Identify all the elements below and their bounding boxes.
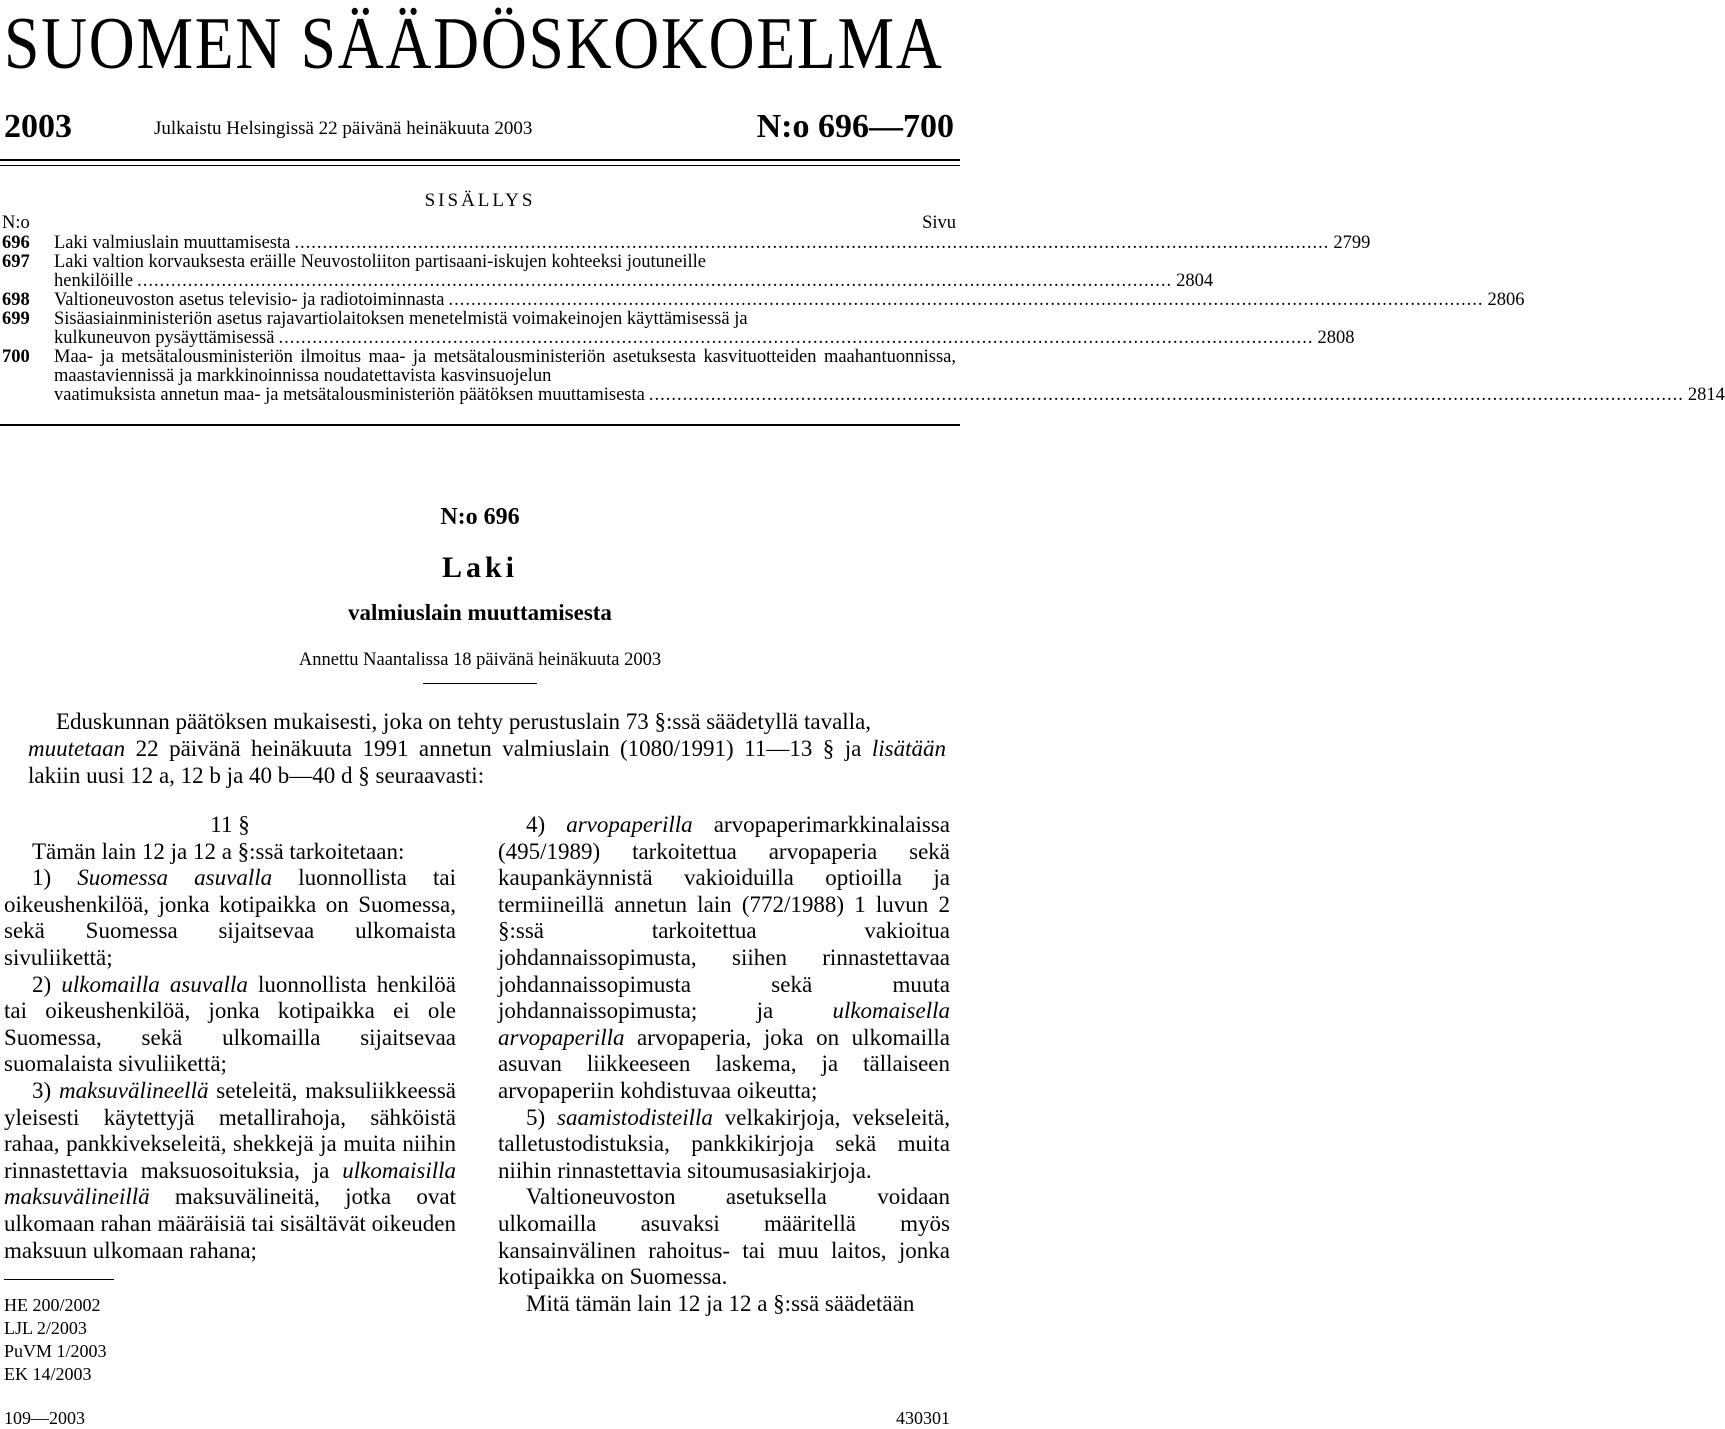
- toc-col-page: Sivu: [922, 213, 956, 233]
- section-heading: 11 §: [210, 812, 250, 837]
- definition-item: [4, 972, 456, 1078]
- item-number: 4): [526, 812, 567, 837]
- definition-text: arvopaperia, joka on ulkomailla asuvan liikkeeseen laskema, ja tällaiseen arvopaperiin kohdistuvaa oikeutta;: [498, 1024, 950, 1103]
- section-lead: Tämän lain 12 ja 12 a §:ssä tarkoitetaan:: [32, 838, 405, 864]
- toc-entry-title: Valtioneuvoston asetus televisio- ja radiotoiminnasta: [54, 290, 445, 310]
- toc-entry-page: 2804: [1176, 271, 1214, 291]
- item-number: 1): [32, 865, 78, 891]
- definition-text: arvopaperimarkkinalaissa (495/1989) tarkoitettua arvopaperia sekä kaupankäynnistä vakioiduilla optioilla ja termiineillä annetun lain (772/1988) 1 luvun 2 §:ssä tarkoitettua vakioitua johdannaissopimusta, siihen rinnastettavaa johdannaissopimusta sekä muuta johdannaissopimusta; ja: [498, 812, 950, 1024]
- footer-right-code: 430301: [896, 1408, 950, 1428]
- toc-entry[interactable]: [2, 347, 1725, 405]
- legislative-references: [4, 1294, 107, 1386]
- statute-given: Annettu Naantalissa 18 päivänä heinäkuuta 2003: [298, 650, 662, 670]
- definition-text: velkakirjoja, vekseleitä, talletustodistuksia, pankkikirjoja sekä muita niihin rinnastettavia sitoumusasiakirjoja.: [498, 1104, 950, 1183]
- toc-leader-dots: ........................................................................................................................................................................................: [648, 385, 1684, 405]
- definition-text: luonnollista henkilöä tai oikeushenkilöä, jonka kotipaikka ei ole Suomessa, sekä ulkomailla sijaitsevaa suomalaista sivuliikettä;: [4, 971, 456, 1077]
- toc-entry-title-end: kulkuneuvon pysäyttämisessä: [54, 328, 275, 348]
- toc-entry[interactable]: [2, 252, 1214, 291]
- reference-item: LJL 2/2003: [4, 1318, 87, 1338]
- toc-leader-dots: ........................................................................................................................................................................................: [448, 290, 1484, 310]
- defined-term: ulkomaisella arvopaperilla: [498, 998, 950, 1050]
- toc-entry-number: 698: [2, 290, 30, 310]
- definition-item: [498, 812, 950, 1105]
- toc-title: SISÄLLYS: [424, 190, 536, 211]
- preamble-term: muutetaan: [28, 736, 126, 761]
- item-number: 3): [32, 1077, 59, 1103]
- toc-entry-number: 696: [2, 233, 30, 253]
- preamble-text: 22 päivänä heinäkuuta 1991 annetun valmiuslain (1080/1991) 11—13 § ja: [125, 736, 872, 761]
- toc-rule: [0, 424, 960, 426]
- definition-text: maksuvälineitä, jotka ovat ulkomaan rahan määräisiä tai sisältävät oikeuden maksuun ulkomaan rahana;: [4, 1184, 456, 1263]
- preamble-text: Eduskunnan päätöksen mukaisesti, joka on tehty perustuslain 73 §:ssä säädetyllä tavalla,: [56, 709, 872, 734]
- toc-entry-number: 697: [2, 252, 30, 272]
- publication-date: Julkaistu Helsingissä 22 päivänä heinäkuuta 2003: [154, 118, 533, 139]
- left-column: [4, 812, 456, 1264]
- toc-leader-dots: ........................................................................................................................................................................................: [137, 271, 1173, 291]
- defined-term: ulkomaisilla maksuvälineillä: [4, 1157, 456, 1210]
- item-number: 2): [32, 971, 62, 997]
- masthead-rule-bottom: [0, 165, 960, 166]
- footer-left-code: 109—2003: [4, 1408, 85, 1428]
- reference-item: PuVM 1/2003: [4, 1341, 107, 1361]
- toc-entry-page: 2799: [1333, 233, 1371, 253]
- preamble: [28, 708, 946, 789]
- masthead-year: 2003: [4, 108, 72, 145]
- preamble-term: lisätään: [871, 736, 946, 761]
- toc-entry-title-end: vaatimuksista annetun maa- ja metsätalousministeriön päätöksen muuttamisesta: [54, 385, 645, 405]
- statute-kind: Laki: [441, 551, 519, 584]
- toc-entry[interactable]: [2, 233, 1371, 253]
- defined-term: ulkomailla asuvalla: [61, 971, 248, 997]
- right-column: [498, 812, 950, 1317]
- definition-item: [4, 1078, 456, 1264]
- toc-entry[interactable]: [2, 309, 1355, 348]
- masthead-subline: [4, 108, 954, 148]
- defined-term: maksuvälineellä: [59, 1077, 209, 1103]
- toc-leader-dots: ........................................................................................................................................................................................: [278, 328, 1314, 348]
- toc-entry-number: 700: [2, 347, 30, 367]
- toc-leader-dots: ........................................................................................................................................................................................: [294, 233, 1330, 253]
- masthead-rule-top: [0, 159, 960, 161]
- item-number: 5): [526, 1104, 558, 1130]
- preamble-text: lakiin uusi 12 a, 12 b ja 40 b—40 d § seuraavasti:: [28, 763, 485, 788]
- defined-term: saamistodisteilla: [557, 1104, 713, 1130]
- toc-entry-page: 2814: [1687, 385, 1725, 405]
- body-paragraph: Mitä tämän lain 12 ja 12 a §:ssä säädetään: [526, 1290, 915, 1316]
- body-paragraph: Valtioneuvoston asetuksella voidaan ulkomailla asuvaksi määritellä myös kansainvälinen rahoitus- tai muu laitos, jonka kotipaikka on Suomessa.: [498, 1184, 950, 1290]
- toc-entry-title: Laki valmiuslain muuttamisesta: [54, 233, 291, 253]
- defined-term: arvopaperilla: [566, 812, 693, 837]
- definition-item: [4, 865, 456, 971]
- toc-col-number: N:o: [2, 213, 30, 233]
- reference-item: HE 200/2002: [4, 1295, 101, 1315]
- toc-entry-title-end: henkilöille: [54, 271, 134, 291]
- toc-entry-number: 699: [2, 309, 30, 329]
- masthead-title: SUOMEN SÄÄDÖSKOKOELMA: [4, 3, 944, 85]
- toc-entry[interactable]: [2, 290, 1525, 310]
- defined-term: Suomessa asuvalla: [77, 865, 273, 891]
- definition-item: [498, 1105, 950, 1185]
- toc-entry-title: Sisäasiainministeriön asetus rajavartiolaitoksen menetelmistä voimakeinojen käyttämisessä ja: [54, 309, 748, 329]
- toc-entry-title: Maa- ja metsätalousministeriön ilmoitus maa- ja metsätalousministeriön asetuksesta kasvituotteiden maahantuonnissa, maastaviennissä ja markkinoinnissa noudatettavista kasvinsuojelun: [54, 347, 956, 386]
- table-of-contents: [2, 213, 1725, 405]
- toc-entry-page: 2808: [1317, 328, 1355, 348]
- reference-item: EK 14/2003: [4, 1364, 92, 1384]
- statute-range: N:o 696—700: [756, 108, 954, 145]
- separator-rule: [423, 683, 537, 684]
- definition-text: luonnollista tai oikeushenkilöä, jonka kotipaikka on Suomessa, sekä Suomessa sijaitsevaa ulkomaista sivuliikettä;: [4, 865, 456, 970]
- toc-entry-title: Laki valtion korvauksesta eräille Neuvostoliiton partisaani-iskujen kohteeksi joutuneille: [54, 252, 706, 272]
- definition-text: seteleitä, maksuliikkeessä yleisesti käytettyjä metallirahoja, sähköistä rahaa, pankkivekseleitä, shekkejä ja muita niihin rinnastettavia maksuosoituksia, ja: [4, 1077, 456, 1183]
- statute-number: N:o 696: [440, 504, 520, 530]
- footnote-rule: [4, 1279, 114, 1280]
- toc-entry-page: 2806: [1487, 290, 1525, 310]
- statute-subject: valmiuslain muuttamisesta: [348, 600, 612, 625]
